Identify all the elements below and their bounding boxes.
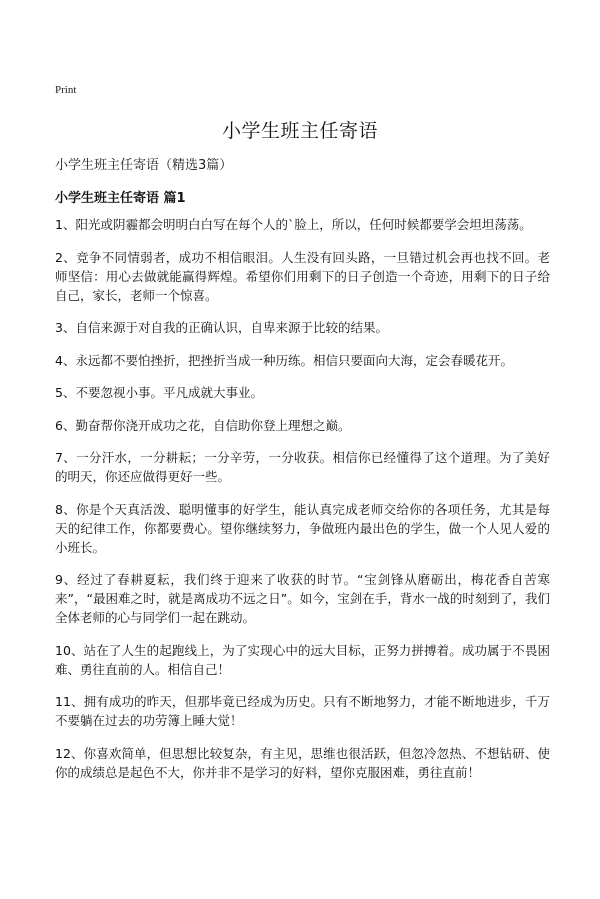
print-link[interactable]: Print <box>55 84 77 96</box>
list-item: 5、不要忽视小事。平凡成就大事业。 <box>55 385 263 400</box>
list-item: 2、竞争不同情弱者，成功不相信眼泪。人生没有回头路，一旦错过机会再也找不回。老师坚信：用心去做就能赢得辉煌。希望你们用剩下的日子创造一个奇迹，用剩下的日子给自己，家长，老师一个惊喜。 <box>55 249 550 303</box>
list-item: 11、拥有成功的昨天，但那毕竟已经成为历史。只有不断地努力，才能不断地进步，千万不要躺在过去的功劳簿上睡大觉！ <box>55 694 550 728</box>
page-title: 小学生班主任寄语 <box>221 120 378 142</box>
list-item: 8、你是个天真活泼、聪明懂事的好学生，能认真完成老师交给你的各项任务，尤其是每天的纪律工作，你都要费心。望你继续努力，争做班内最出色的学生，做一个人见人爱的小班长。 <box>55 501 550 555</box>
list-item: 4、永远都不要怕挫折，把挫折当成一种历练。相信只要面向大海，定会春暖花开。 <box>55 352 513 368</box>
list-item: 10、站在了人生的起跑线上，为了实现心中的远大目标，正努力拼搏着。成功属于不畏困难、勇往直前的人。相信自己！ <box>55 642 550 677</box>
message-list <box>55 215 550 795</box>
section-heading: 小学生班主任寄语 篇1 <box>55 191 186 206</box>
list-item: 9、经过了春耕夏耘，我们终于迎来了收获的时节。“宝剑锋从磨砺出，梅花香自苦寒来”，“最困难之时，就是离成功不远之日”。如今，宝剑在手，背水一战的时刻到了，我们全体老师的心与同学们一起在跳动。 <box>55 572 550 625</box>
list-item: 12、你喜欢简单，但思想比较复杂，有主见，思维也很活跃，但忽冷忽热、不想钻研、使你的成绩总是起色不大，你并非不是学习的好料，望你克服困难，勇往直前！ <box>55 745 550 780</box>
document-subtitle: 小学生班主任寄语（精选3篇） <box>55 158 233 173</box>
list-item: 1、阳光或阴霾都会明明白白写在每个人的`脸上，所以，任何时候都要学会坦坦荡荡。 <box>55 217 532 232</box>
list-item: 6、勤奋帮你浇开成功之花，自信助你登上理想之巅。 <box>55 417 351 433</box>
list-item: 7、一分汗水，一分耕耘；一分辛劳，一分收获。相信你已经懂得了这个道理。为了美好的明天，你还应做得更好一些。 <box>55 450 550 484</box>
list-item: 3、自信来源于对自我的正确认识，自卑来源于比较的结果。 <box>55 320 388 335</box>
